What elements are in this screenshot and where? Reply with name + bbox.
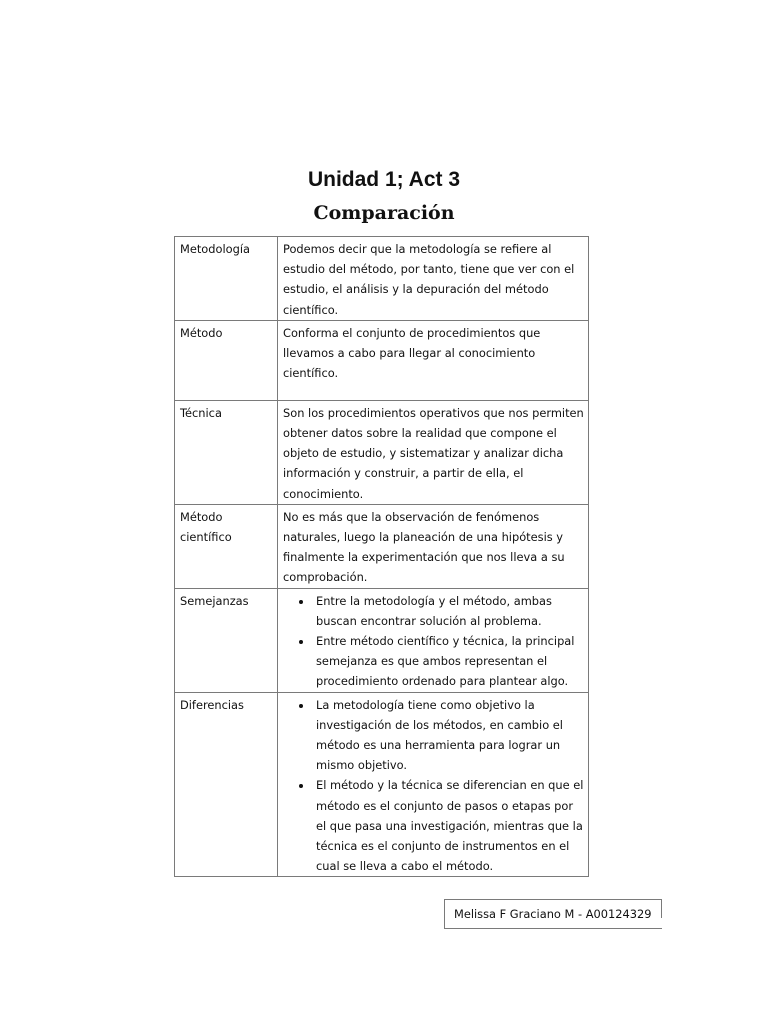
- term-cell: Semejanzas: [175, 588, 278, 692]
- table-row: [175, 320, 589, 400]
- box-edge: [661, 900, 662, 918]
- bullet-list: [283, 695, 584, 877]
- term-cell: Metodología: [175, 237, 278, 321]
- table-row: [175, 588, 589, 692]
- document-title: Unidad 1; Act 3: [307, 168, 461, 191]
- definition-cell: Conforma el conjunto de procedimientos que llevamos a cabo para llegar al conocimiento científico.: [278, 320, 589, 400]
- term-cell: Método: [175, 320, 278, 400]
- comparison-table: [174, 236, 589, 877]
- document-subtitle: Comparación: [313, 202, 455, 224]
- term-cell: Técnica: [175, 400, 278, 504]
- author-box: [444, 899, 662, 929]
- bullet-cell: [278, 588, 589, 692]
- bullet-item: • La metodología tiene como objetivo la investigación de los métodos, en cambio el método es una herramienta para lograr un mismo objetivo.: [313, 695, 584, 776]
- definition-cell: Son los procedimientos operativos que nos permiten obtener datos sobre la realidad que compone el objeto de estudio, y sistematizar y analizar dicha información y construir, a partir de ella, el conocimiento.: [278, 400, 589, 504]
- table-row: [175, 692, 589, 877]
- bullet-list: [283, 591, 584, 692]
- definition-cell: Podemos decir que la metodología se refiere al estudio del método, por tanto, tiene que ver con el estudio, el análisis y la depuración del método científico.: [278, 237, 589, 321]
- table-row: [175, 400, 589, 504]
- bullet-cell: [278, 692, 589, 877]
- bullet-item: • El método y la técnica se diferencian en que el método es el conjunto de pasos o etapas por el que pasa una investigación, mientras que la técnica es el conjunto de instrumentos en el cual se lleva a cabo el método.: [313, 775, 584, 876]
- bullet-item: • Entre método científico y técnica, la principal semejanza es que ambos representan el procedimiento ordenado para plantear algo.: [313, 631, 584, 692]
- table-row: [175, 504, 589, 588]
- table-row: [175, 237, 589, 321]
- bullet-item: • Entre la metodología y el método, ambas buscan encontrar solución al problema.: [313, 591, 584, 631]
- term-cell: Método científico: [175, 504, 278, 588]
- definition-cell: No es más que la observación de fenómenos naturales, luego la planeación de una hipótesis y finalmente la experimentación que nos lleva a su comprobación.: [278, 504, 589, 588]
- term-cell: Diferencias: [175, 692, 278, 877]
- author-name: Melissa F Graciano M - A00124329: [454, 907, 652, 921]
